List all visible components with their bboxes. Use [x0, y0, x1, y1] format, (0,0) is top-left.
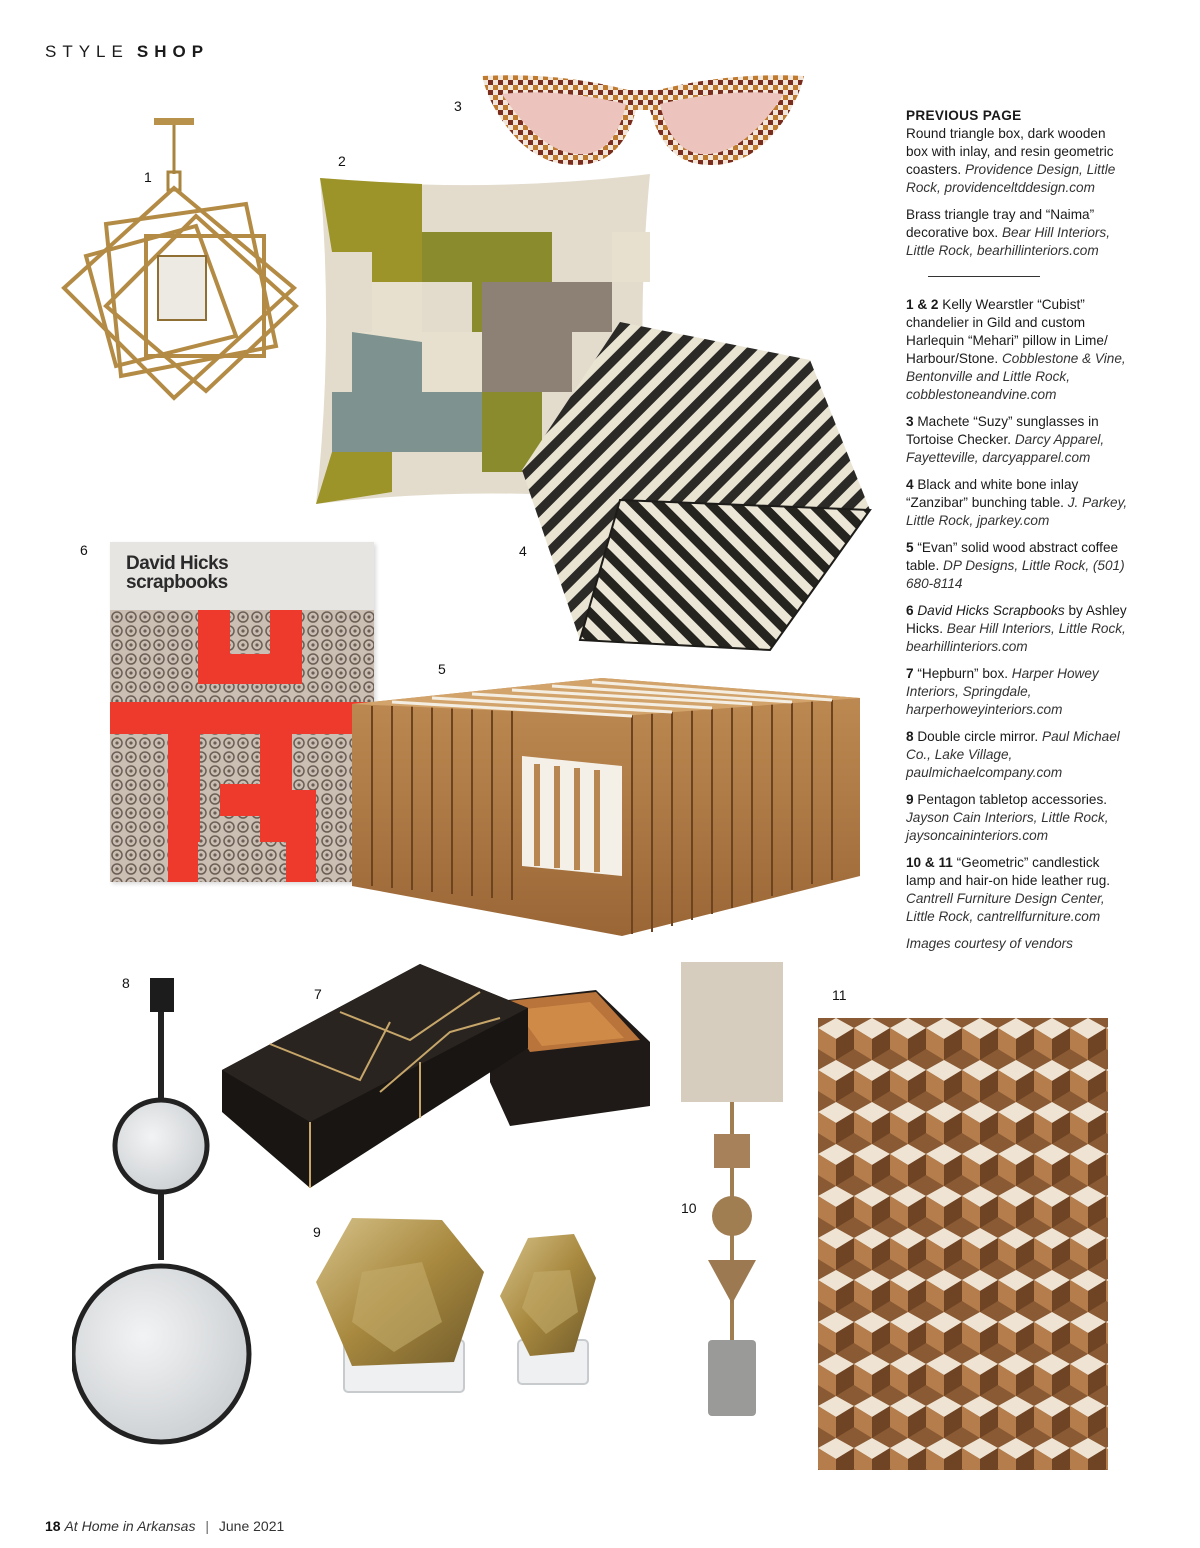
credit-text: Kelly Wearstler “Cubist” chandelier in Gild and custom Harlequin “Mehari” pillow in Lime/ Harbour/Stone. [906, 297, 1108, 366]
cubist-chandelier-image [46, 116, 302, 416]
previous-entry-2-text: Brass triangle tray and “Naima” decorative box. [906, 207, 1095, 240]
credit-source: Jayson Cain Interiors, Little Rock, jaysoncaininteriors.com [906, 810, 1109, 843]
divider-rule [928, 276, 1040, 277]
credit-text: Pentagon tabletop accessories. [917, 792, 1108, 807]
previous-entry-1-source: Providence Design, Little Rock, providenceltddesign.com [906, 162, 1116, 195]
credit-number: 10 & 11 [906, 855, 953, 870]
page-number: 18 [45, 1518, 61, 1534]
credit-text: by Ashley Hicks. [906, 603, 1127, 636]
pentagon-tabletop-accessories-image [312, 1212, 602, 1402]
credit-text: “Evan” solid wood abstract coffee table. [906, 540, 1119, 573]
previous-page-entry-1 [906, 125, 1128, 197]
previous-entry-1-text: Round triangle box, dark wooden box with inlay, and resin geometric coasters. [906, 126, 1114, 177]
header-style: STYLE [45, 42, 129, 61]
issue-date: June 2021 [218, 1518, 285, 1534]
item-number-7: 7 [314, 986, 322, 1002]
footer-separator: | [205, 1518, 209, 1534]
credit-number: 9 [906, 792, 914, 807]
credit-number: 6 [906, 603, 914, 618]
previous-page-entry-2 [906, 206, 1128, 260]
credit-book-title: David Hicks Scrapbooks [917, 603, 1065, 618]
item-number-11: 11 [832, 987, 847, 1003]
page-footer [45, 1518, 284, 1534]
item-number-3: 3 [454, 98, 462, 114]
credit-entry-10-11 [906, 854, 1128, 926]
credit-number: 4 [906, 477, 914, 492]
header-shop: SHOP [136, 42, 210, 61]
credit-entry-4 [906, 476, 1128, 530]
credit-text: Double circle mirror. [917, 729, 1039, 744]
geometric-candlestick-lamp-image [678, 960, 788, 1420]
credit-number: 7 [906, 666, 914, 681]
item-number-5: 5 [438, 661, 446, 677]
credit-entry-1-2 [906, 296, 1128, 404]
hepburn-box-image [220, 962, 652, 1192]
image-credit: Images courtesy of vendors [906, 936, 1073, 951]
credit-source: Harper Howey Interiors, Springdale, harperhoweyinteriors.com [906, 666, 1099, 717]
credit-entry-3 [906, 413, 1128, 467]
credit-text: Machete “Suzy” sunglasses in Tortoise Checker. [906, 414, 1099, 447]
credit-number: 5 [906, 540, 914, 555]
credit-text: Black and white bone inlay “Zanzibar” bunching table. [906, 477, 1079, 510]
suzy-sunglasses-image [478, 70, 808, 174]
credit-entry-5 [906, 539, 1128, 593]
credit-number: 1 & 2 [906, 297, 939, 312]
credit-entry-6 [906, 602, 1128, 656]
section-header [45, 42, 209, 62]
hair-on-hide-leather-rug-image [818, 1018, 1108, 1470]
credit-entry-9 [906, 791, 1128, 845]
credit-source: Paul Michael Co., Lake Village, paulmichaelcompany.com [906, 729, 1120, 780]
item-number-4: 4 [519, 543, 527, 559]
previous-page-heading: PREVIOUS PAGE [906, 108, 1022, 123]
zanzibar-bunching-table-image [520, 320, 880, 656]
credit-number: 8 [906, 729, 914, 744]
credit-text: “Geometric” candlestick lamp and hair-on hide leather rug. [906, 855, 1111, 888]
book-title-line1: David Hicks [126, 553, 229, 574]
credit-entry-8 [906, 728, 1128, 782]
credit-entry-7 [906, 665, 1128, 719]
item-number-2: 2 [338, 153, 346, 169]
item-number-10: 10 [681, 1200, 697, 1216]
credit-source: J. Parkey, Little Rock, jparkey.com [906, 495, 1128, 528]
book-title-line2: scrapbooks [126, 572, 228, 593]
credit-text: “Hepburn” box. [917, 666, 1009, 681]
product-credits-sidebar [906, 107, 1128, 962]
item-number-9: 9 [313, 1224, 321, 1240]
evan-coffee-table-image [332, 676, 864, 956]
previous-entry-2-source: Bear Hill Interiors, Little Rock, bearhillinteriors.com [906, 225, 1111, 258]
item-number-1: 1 [144, 169, 152, 185]
item-number-6: 6 [80, 542, 88, 558]
credit-source: Cobblestone & Vine, Bentonville and Little Rock, cobblestoneandvine.com [906, 351, 1126, 402]
credit-source: DP Designs, Little Rock, (501) 680-8114 [906, 558, 1125, 591]
credit-source: Darcy Apparel, Fayetteville, darcyapparel.com [906, 432, 1105, 465]
credit-source: Bear Hill Interiors, Little Rock, bearhillinteriors.com [906, 621, 1126, 654]
credit-number: 3 [906, 414, 914, 429]
item-number-8: 8 [122, 975, 130, 991]
credit-source: Cantrell Furniture Design Center, Little Rock, cantrellfurniture.com [906, 891, 1105, 924]
magazine-name: At Home in Arkansas [64, 1518, 196, 1534]
